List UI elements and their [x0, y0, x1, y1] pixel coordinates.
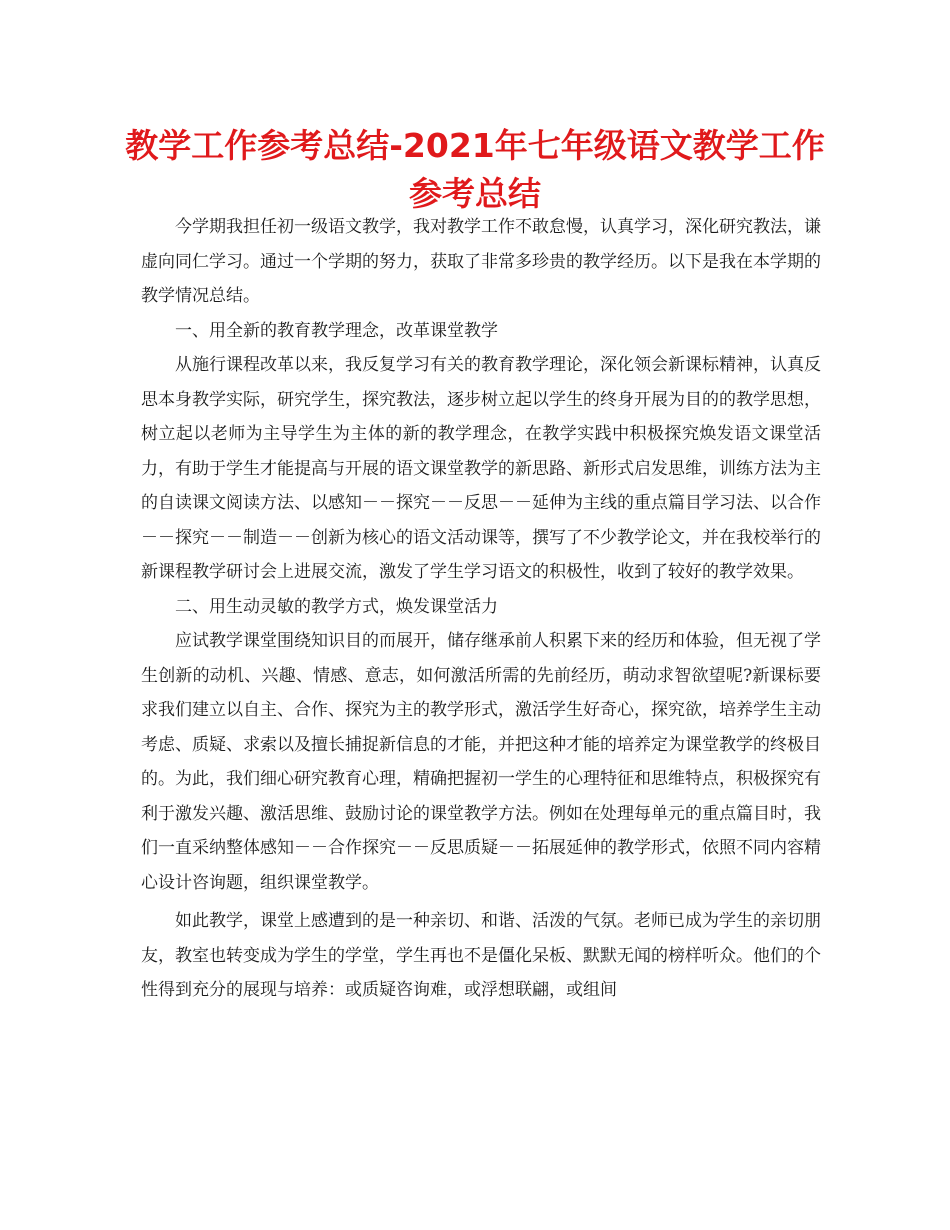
intro-paragraph: 今学期我担任初一级语文教学，我对教学工作不敢怠慢，认真学习，深化研究教法，谦虚向同仁学习。通过一个学期的努力，获取了非常多珍贵的教学经历。以下是我在本学期的教学情况总结。 [141, 217, 821, 306]
section-heading-1: 一、用全新的教育教学理念，改革课堂教学 [175, 320, 498, 341]
section-2-paragraph: 应试教学课堂围绕知识目的而展开，储存继承前人积累下来的经历和体验，但无视了学生创新的动机、兴趣、情感、意志，如何激活所需的先前经历，萌动求智欲望呢?新课标要求我们建立以自主、合作、探究为主的教学形式，激活学生好奇心，探究欲，培养学生主动考虑、质疑、求索以及擅长捕捉新信息的才能，并把这种才能的培养定为课堂教学的终极目的。为此，我们细心研究教育心理，精确把握初一学生的心理特征和思维特点，积极探究有利于激发兴趣、激活思维、鼓励讨论的课堂教学方法。例如在处理每单元的重点篇目时，我们一直采纳整体感知－－合作探究－－反思质疑－－拓展延伸的教学形式，依照不同内容精心设计咨询题，组织课堂教学。 [141, 631, 821, 893]
section-1-paragraph: 从施行课程改革以来，我反复学习有关的教育教学理论，深化领会新课标精神，认真反思本身教学实际，研究学生，探究教法，逐步树立起以学生的终身开展为目的的教学思想，树立起以老师为主导学生为主体的新的教学理念，在教学实践中积极探究焕发语文课堂活力，有助于学生才能提高与开展的语文课堂教学的新思路、新形式启发思维，训练方法为主的自读课文阅读方法、以感知－－探究－－反思－－延伸为主线的重点篇目学习法、以合作－－探究－－制造－－创新为核心的语文活动课等，撰写了不少教学论文，并在我校举行的新课程教学研讨会上进展交流，激发了学生学习语文的积极性，收到了较好的教学效果。 [141, 355, 821, 582]
document-title-line-2: 参考总结 [409, 174, 541, 213]
document-title-line-1: 教学工作参考总结-2021年七年级语文教学工作 [125, 126, 825, 165]
document-body [141, 210, 821, 1008]
section-heading-2: 二、用生动灵敏的教学方式，焕发课堂活力 [175, 596, 498, 617]
section-2-paragraph-continued: 如此教学，课堂上感遭到的是一种亲切、和谐、活泼的气氛。老师已成为学生的亲切朋友，教室也转变成为学生的学堂，学生再也不是僵化呆板、默默无闻的榜样听众。他们的个性得到充分的展现与培养：或质疑咨询难，或浮想联翩，或组间 [141, 911, 821, 1000]
